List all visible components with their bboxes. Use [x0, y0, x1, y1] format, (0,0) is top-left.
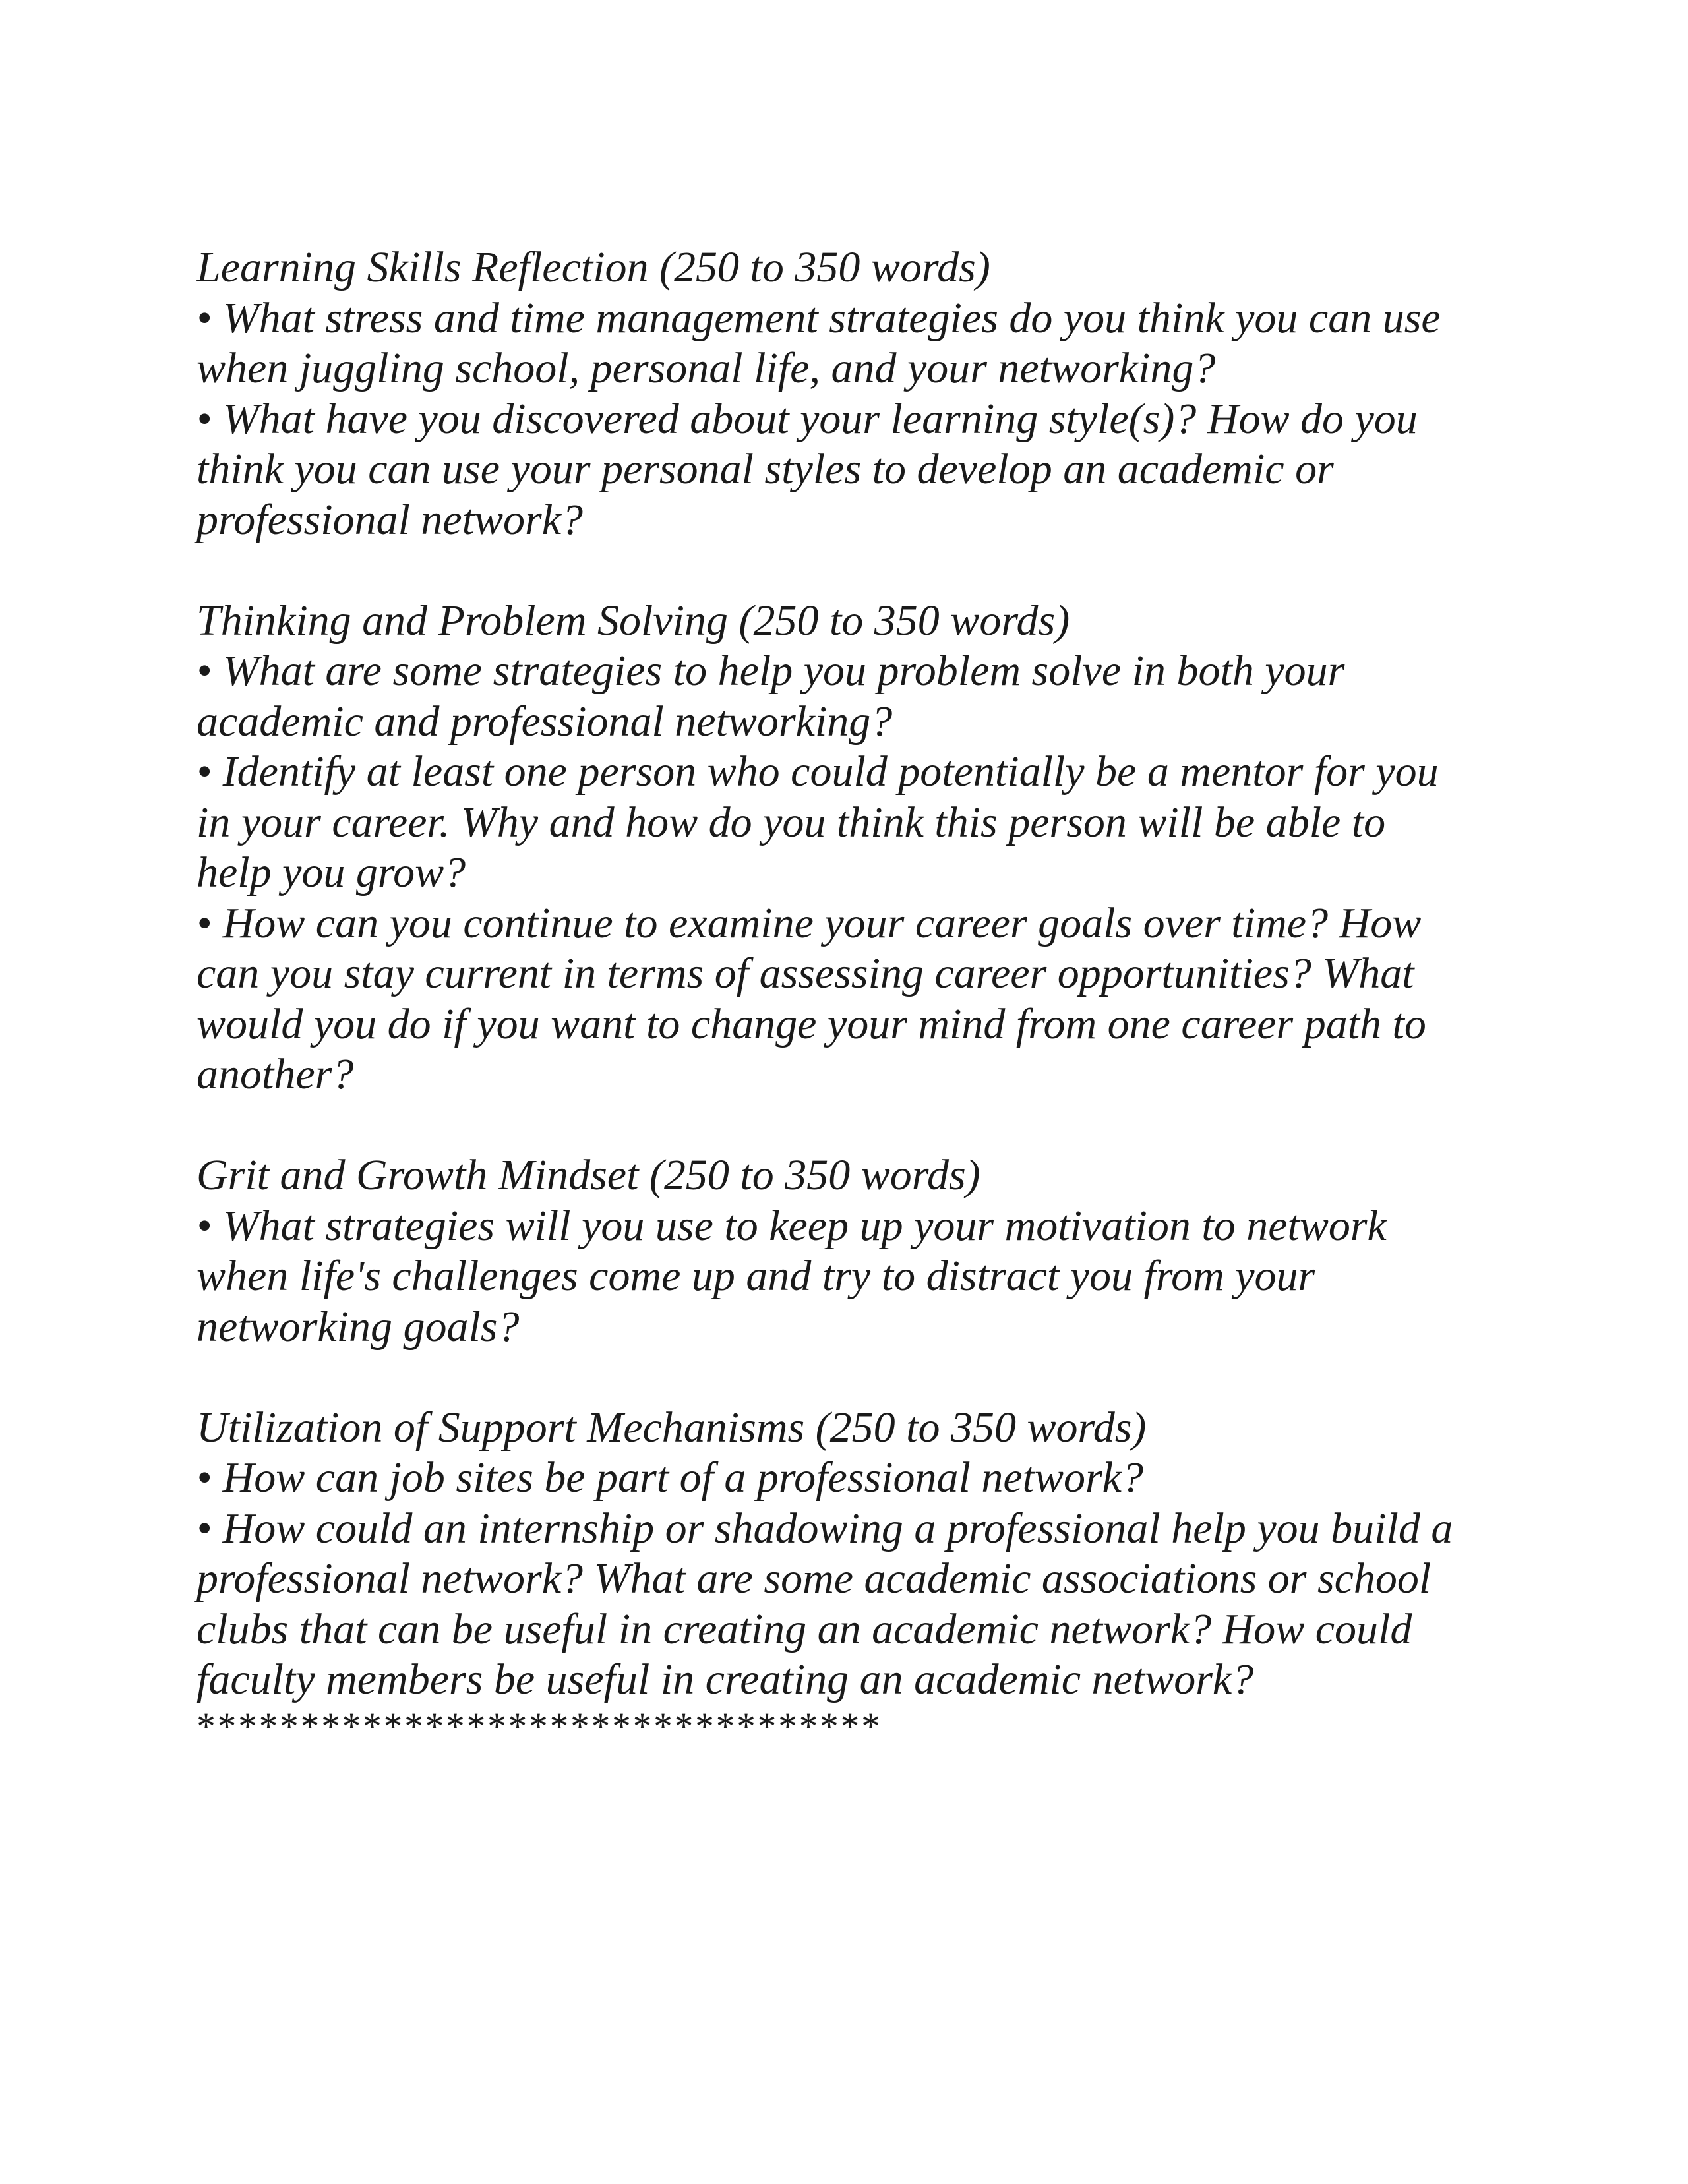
section-line: • Identify at least one person who could potentially be a mentor for you	[196, 748, 1439, 796]
section-line: networking goals?	[196, 1302, 520, 1351]
section-line: • How could an internship or shadowing a professional help you build a	[196, 1504, 1453, 1552]
section-line: faculty members be useful in creating an academic network?	[196, 1655, 1254, 1703]
section-heading: Learning Skills Reflection (250 to 350 words)	[196, 243, 990, 291]
section-line: help you grow?	[196, 848, 466, 897]
section-line: professional network? What are some academic associations or school	[196, 1554, 1432, 1603]
section-line: academic and professional networking?	[196, 697, 893, 746]
section-line: • What strategies will you use to keep up your motivation to network	[196, 1201, 1387, 1250]
section-line: • How can job sites be part of a professional network?	[196, 1454, 1143, 1502]
section-line: • What are some strategies to help you problem solve in both your	[196, 647, 1345, 695]
section-learning-skills	[196, 243, 1515, 545]
section-line: • How can you continue to examine your career goals over time? How	[196, 899, 1422, 947]
section-line: • What have you discovered about your learning style(s)? How do you	[196, 394, 1418, 443]
section-line: think you can use your personal styles to develop an academic or	[196, 445, 1334, 493]
section-line: when juggling school, personal life, and your networking?	[196, 344, 1216, 392]
section-line: clubs that can be useful in creating an academic network? How could	[196, 1605, 1412, 1653]
section-heading: Utilization of Support Mechanisms (250 to 350 words)	[196, 1403, 1147, 1452]
section-thinking-problem-solving	[196, 596, 1515, 1100]
section-line: in your career. Why and how do you think this person will be able to	[196, 798, 1386, 846]
section-line: • What stress and time management strategies do you think you can use	[196, 293, 1441, 342]
section-line: when life's challenges come up and try to distract you from your	[196, 1252, 1315, 1300]
section-line: another?	[196, 1050, 354, 1098]
section-line: professional network?	[196, 495, 584, 544]
section-line: would you do if you want to change your mind from one career path to	[196, 999, 1426, 1048]
section-heading: Grit and Growth Mindset (250 to 350 words)	[196, 1151, 980, 1199]
section-grit-growth-mindset	[196, 1150, 1515, 1352]
section-line: can you stay current in terms of assessing career opportunities? What	[196, 949, 1414, 997]
section-heading: Thinking and Problem Solving (250 to 350 words)	[196, 596, 1070, 645]
section-support-mechanisms	[196, 1403, 1515, 1705]
asterisk-separator: *********************************	[196, 1704, 882, 1748]
document-body	[196, 243, 1515, 1746]
